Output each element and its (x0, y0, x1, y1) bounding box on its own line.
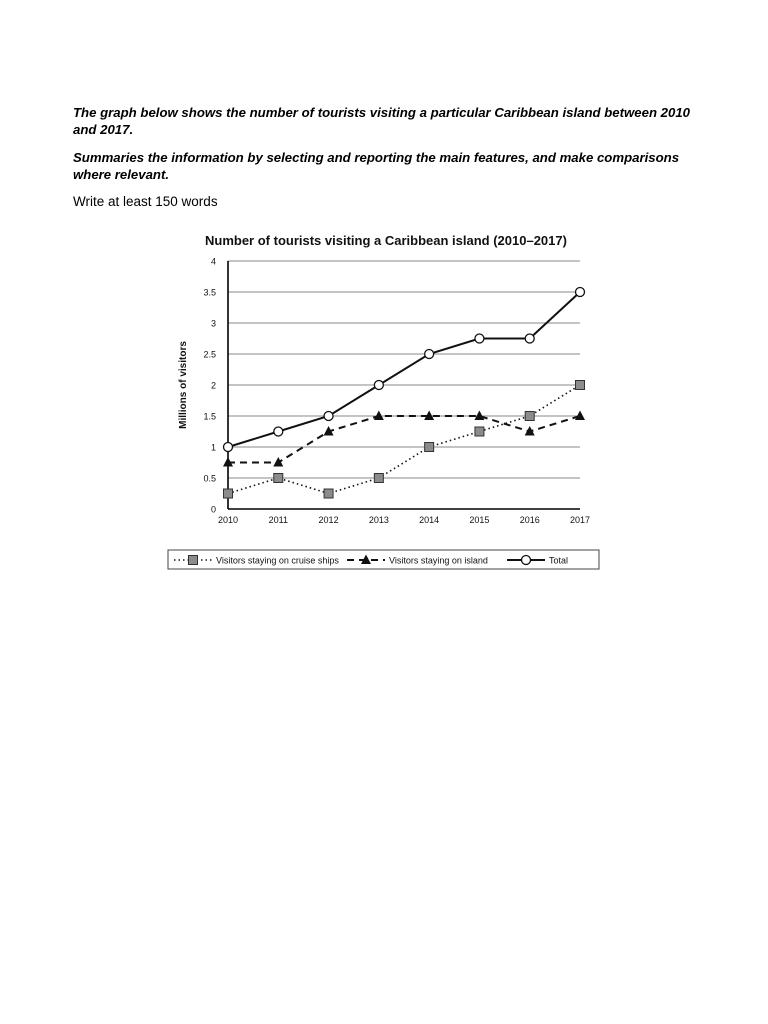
x-tick-label: 2013 (368, 515, 389, 525)
data-point-triangle (273, 457, 283, 467)
x-tick-label: 2015 (469, 515, 490, 525)
legend-marker-square (189, 556, 198, 565)
data-point-circle (274, 427, 283, 436)
data-point-triangle (474, 411, 484, 421)
y-tick-label: 0 (210, 504, 216, 515)
data-point-circle (374, 381, 383, 390)
data-point-square (425, 443, 434, 452)
task-prompt-line-1: The graph below shows the number of tourists visiting a particular Caribbean island between 2010 and 2017. (73, 105, 691, 137)
x-tick-label: 2012 (318, 515, 339, 525)
tick-labels (203, 257, 590, 526)
tourist-line-chart (160, 225, 610, 575)
data-point-circle (324, 412, 333, 421)
y-axis-label: Millions of visitors (178, 341, 189, 429)
data-point-square (525, 412, 534, 421)
y-tick-label: 3 (210, 318, 216, 329)
data-point-circle (576, 288, 585, 297)
data-point-circle (475, 334, 484, 343)
y-tick-label: 2.5 (203, 349, 216, 360)
series-line-3 (228, 292, 580, 447)
data-point-square (374, 474, 383, 483)
y-tick-label: 0.5 (203, 473, 216, 484)
x-tick-label: 2017 (569, 515, 591, 525)
chart-legend (168, 550, 599, 569)
x-tick-label: 2016 (519, 515, 540, 525)
chart-title: Number of tourists visiting a Caribbean island (2010–2017) (205, 233, 567, 248)
x-tick-label: 2011 (268, 515, 288, 525)
data-point-square (475, 427, 484, 436)
legend-label: Visitors staying on island (389, 555, 488, 566)
data-point-circle (224, 443, 233, 452)
series-markers (223, 288, 585, 499)
data-point-square (224, 489, 233, 498)
data-point-triangle (575, 411, 585, 421)
legend-marker-circle (522, 556, 531, 565)
word-count-instruction: Write at least 150 words (73, 194, 218, 209)
y-tick-label: 1.5 (203, 411, 216, 422)
y-tick-label: 4 (210, 256, 216, 267)
series-line-2 (228, 416, 580, 463)
data-point-square (324, 489, 333, 498)
data-point-square (576, 381, 585, 390)
y-tick-label: 2 (210, 380, 216, 391)
x-tick-label: 2010 (217, 515, 239, 525)
data-point-triangle (374, 411, 384, 421)
data-point-circle (425, 350, 434, 359)
x-tick-label: 2014 (419, 515, 440, 525)
data-point-square (274, 474, 283, 483)
data-point-circle (525, 334, 534, 343)
y-tick-label: 1 (210, 442, 216, 453)
legend-label: Total (549, 555, 569, 566)
y-tick-label: 3.5 (203, 287, 216, 298)
task-prompt-line-2: Summaries the information by selecting and reporting the main features, and make comparisons where relevant. (73, 150, 680, 182)
legend-label: Visitors staying on cruise ships (216, 555, 339, 566)
